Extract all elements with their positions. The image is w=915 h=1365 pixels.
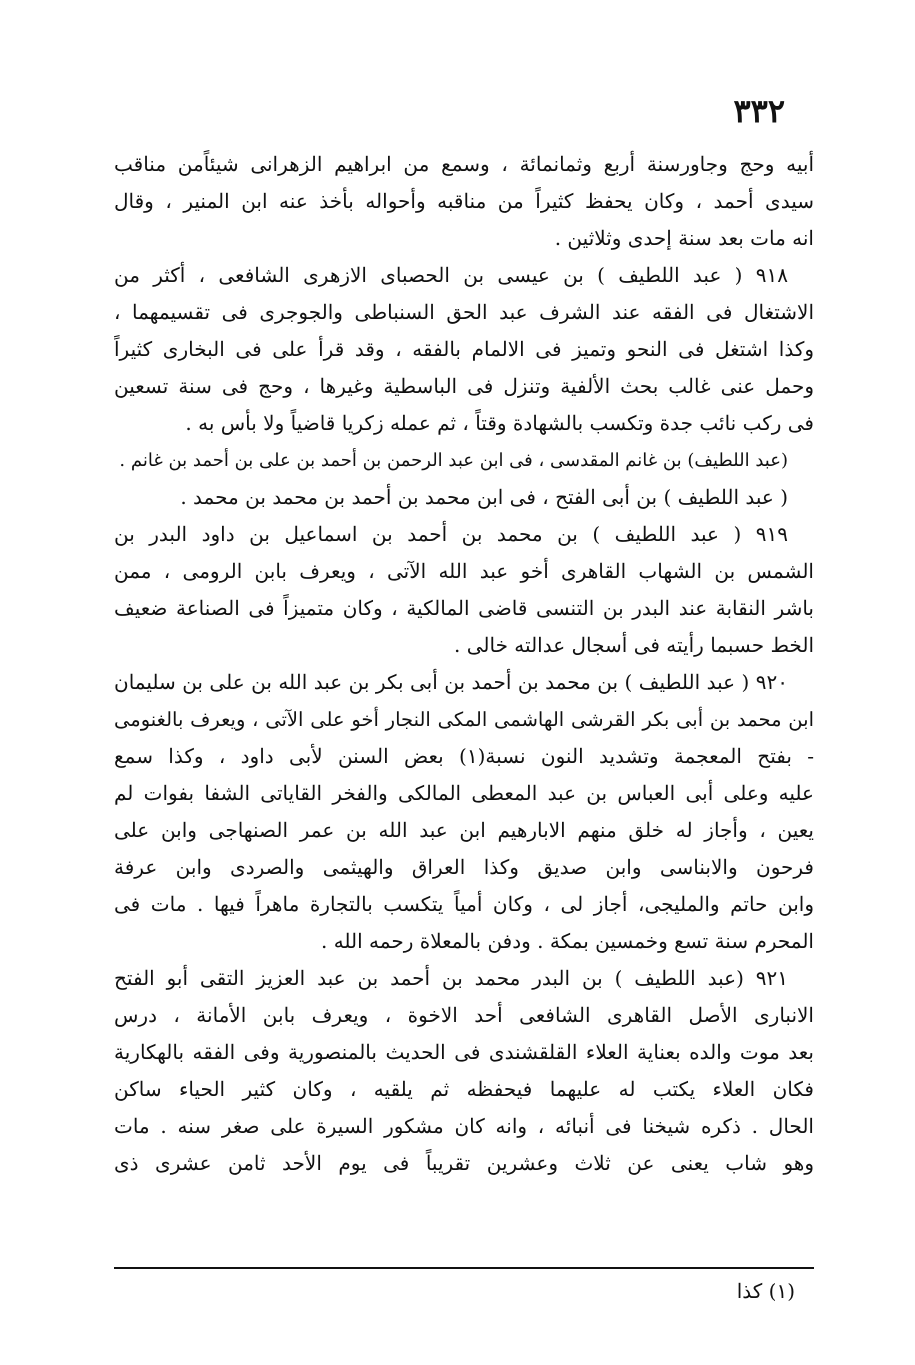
- text-line: أبيه وحج وجاورسنة أربع وثمانمائة ، وسمع من ابراهيم الزهرانى شيئاًمن مناقب: [114, 152, 814, 176]
- text-line: - بفتح المعجمة وتشديد النون نسبة(١) بعض السنن لأبى داود ، وكذا سمع: [114, 744, 814, 768]
- text-line: الانبارى الأصل القاهرى الشافعى أحد الاخوة ، ويعرف بابن الأمانة ، درس: [114, 1003, 814, 1027]
- page-number: ٣٣٢: [733, 92, 785, 130]
- text-line: ٩٢٠ ( عبد اللطيف ) بن محمد بن أحمد بن أبى بكر بن عبد الله بن على بن سليمان: [114, 670, 788, 694]
- text-line: سيدى أحمد ، وكان يحفظ كثيراً من مناقبه وأحواله بأخذ عنه ابن المنير ، وقال: [114, 189, 814, 213]
- text-line: فرحون والابناسى وابن صديق وكذا العراق والهيثمى والصردى وابن عرفة: [114, 855, 814, 879]
- text-line: الشمس بن الشهاب القاهرى أخو عبد الله الآتى ، ويعرف بابن الرومى ، ممن: [114, 559, 814, 583]
- text-line: فى ركب نائب جدة وتكسب بالشهادة وقتاً ، ثم عمله زكريا قاضياً ولا بأس به .: [185, 411, 814, 435]
- text-line: وكذا اشتغل فى النحو وتميز فى الالمام بالفقه ، وقد قرأ على فى البخارى كثيراً: [114, 337, 814, 361]
- text-line: وحمل عنى غالب بحث الألفية وتنزل فى الباسطية وغيرها ، وحج فى سنة تسعين: [114, 374, 814, 398]
- text-line: انه مات بعد سنة إحدى وثلاثين .: [554, 226, 814, 250]
- text-line: (عبد اللطيف) بن غانم المقدسى ، فى ابن عبد الرحمن بن أحمد بن على بن أحمد بن غانم .: [119, 450, 788, 471]
- text-line: عليه وعلى أبى العباس بن عبد المعطى المالكى والفخر القاياتى الشفا بفوات لم: [114, 781, 814, 805]
- footnote-divider: [114, 1267, 814, 1269]
- text-line: باشر النقابة عند البدر بن التنسى قاضى المالكية ، وكان متميزاً فى الصناعة ضعيف: [114, 596, 814, 620]
- text-line: يعين ، وأجاز له خلق منهم الابارهيم ابن عبد الله بن عمر الصنهاجى وابن على: [114, 818, 814, 842]
- text-line: الخط حسبما رأيته فى أسجال عدالته خالى .: [454, 633, 814, 657]
- text-line: وابن حاتم والمليجى، أجاز لى ، وكان أمياً يتكسب بالتجارة ماهراً فيها . مات فى: [114, 892, 814, 916]
- text-line: ٩١٩ ( عبد اللطيف ) بن محمد بن أحمد بن اسماعيل بن داود البدر بن: [114, 522, 788, 546]
- text-line: المحرم سنة تسع وخمسين بمكة . ودفن بالمعلاة رحمه الله .: [320, 929, 814, 953]
- text-line: فكان العلاء يكتب له عليهما فيحفظه ثم يلقيه ، وكان كثير الحياء ساكن: [114, 1077, 814, 1101]
- text-line: ٩١٨ ( عبد اللطيف ) بن عيسى بن الحصباى الازهرى الشافعى ، أكثر من: [114, 263, 788, 287]
- footnote: (١) كذا: [736, 1279, 795, 1303]
- text-line: وهو شاب يعنى عن ثلاث وعشرين تقريباً فى يوم الأحد ثامن عشرى ذى: [114, 1151, 814, 1175]
- text-line: ابن محمد بن أبى بكر القرشى الهاشمى المكى النجار أخو على الآتى ، ويعرف بالغنومى: [114, 708, 814, 731]
- text-line: الاشتغال فى الفقه عند الشرف عبد الحق السنباطى والجوجرى فى تقسيمهما ،: [114, 300, 814, 324]
- text-line: ( عبد اللطيف ) بن أبى الفتح ، فى ابن محمد بن أحمد بن محمد بن محمد .: [180, 485, 788, 509]
- text-line: ٩٢١ (عبد اللطيف ) بن البدر محمد بن أحمد بن عبد العزيز التقى أبو الفتح: [114, 966, 788, 990]
- text-line: بعد موت والده بعناية العلاء القلقشندى فى الحديث بالمنصورية وفى الفقه بالهكارية: [114, 1040, 814, 1064]
- body-text: [114, 146, 814, 1182]
- text-line: الحال . ذكره شيخنا فى أنبائه ، وانه كان مشكور السيرة على صغر سنه . مات: [114, 1114, 814, 1138]
